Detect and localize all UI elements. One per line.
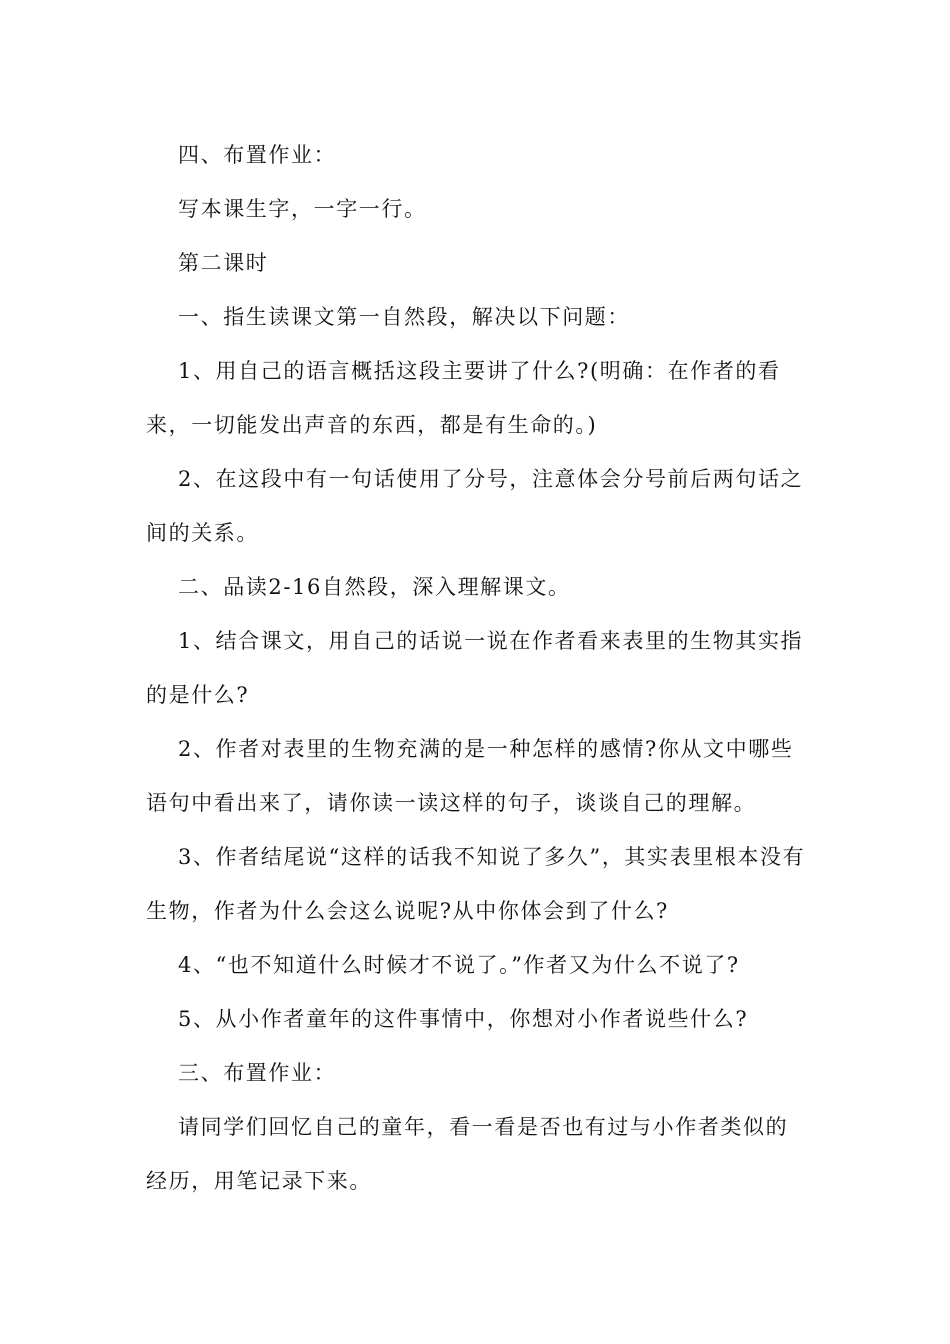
section-heading-assign-homework: 三、布置作业：: [178, 1061, 337, 1085]
question-item: 3、作者结尾说“这样的话我不知说了多久”，其实表里根本没有生物，作者为什么会这么说呢?从中你体会到了什么?: [146, 845, 806, 923]
question-item: 1、结合课文，用自己的话说一说在作者看来表里的生物其实指的是什么?: [146, 629, 804, 707]
homework-instruction: 请同学们回忆自己的童年，看一看是否也有过与小作者类似的经历，用笔记录下来。: [146, 1115, 789, 1193]
section-heading-read-first-paragraph: 一、指生读课文第一自然段，解决以下问题：: [178, 305, 630, 329]
homework-instruction: 写本课生字，一字一行。: [178, 197, 427, 221]
question-item: 4、“也不知道什么时候才不说了。”作者又为什么不说了?: [178, 953, 740, 977]
document-body: [146, 128, 808, 1208]
question-item: 1、用自己的语言概括这段主要讲了什么?(明确：在作者的看来，一切能发出声音的东西，都是有生命的。): [146, 359, 781, 437]
question-item: 2、在这段中有一句话使用了分号，注意体会分号前后两句话之间的关系。: [146, 467, 804, 545]
section-heading-assign-homework: 四、布置作业：: [178, 143, 337, 167]
section-heading-read-paragraphs: 二、品读2-16自然段，深入理解课文。: [178, 575, 571, 599]
question-item: 2、作者对表里的生物充满的是一种怎样的感情?你从文中哪些语句中看出来了，请你读一读这样的句子，谈谈自己的理解。: [146, 737, 794, 815]
question-item: 5、从小作者童年的这件事情中，你想对小作者说些什么?: [178, 1007, 749, 1031]
lesson-heading-second-period: 第二课时: [178, 251, 269, 275]
